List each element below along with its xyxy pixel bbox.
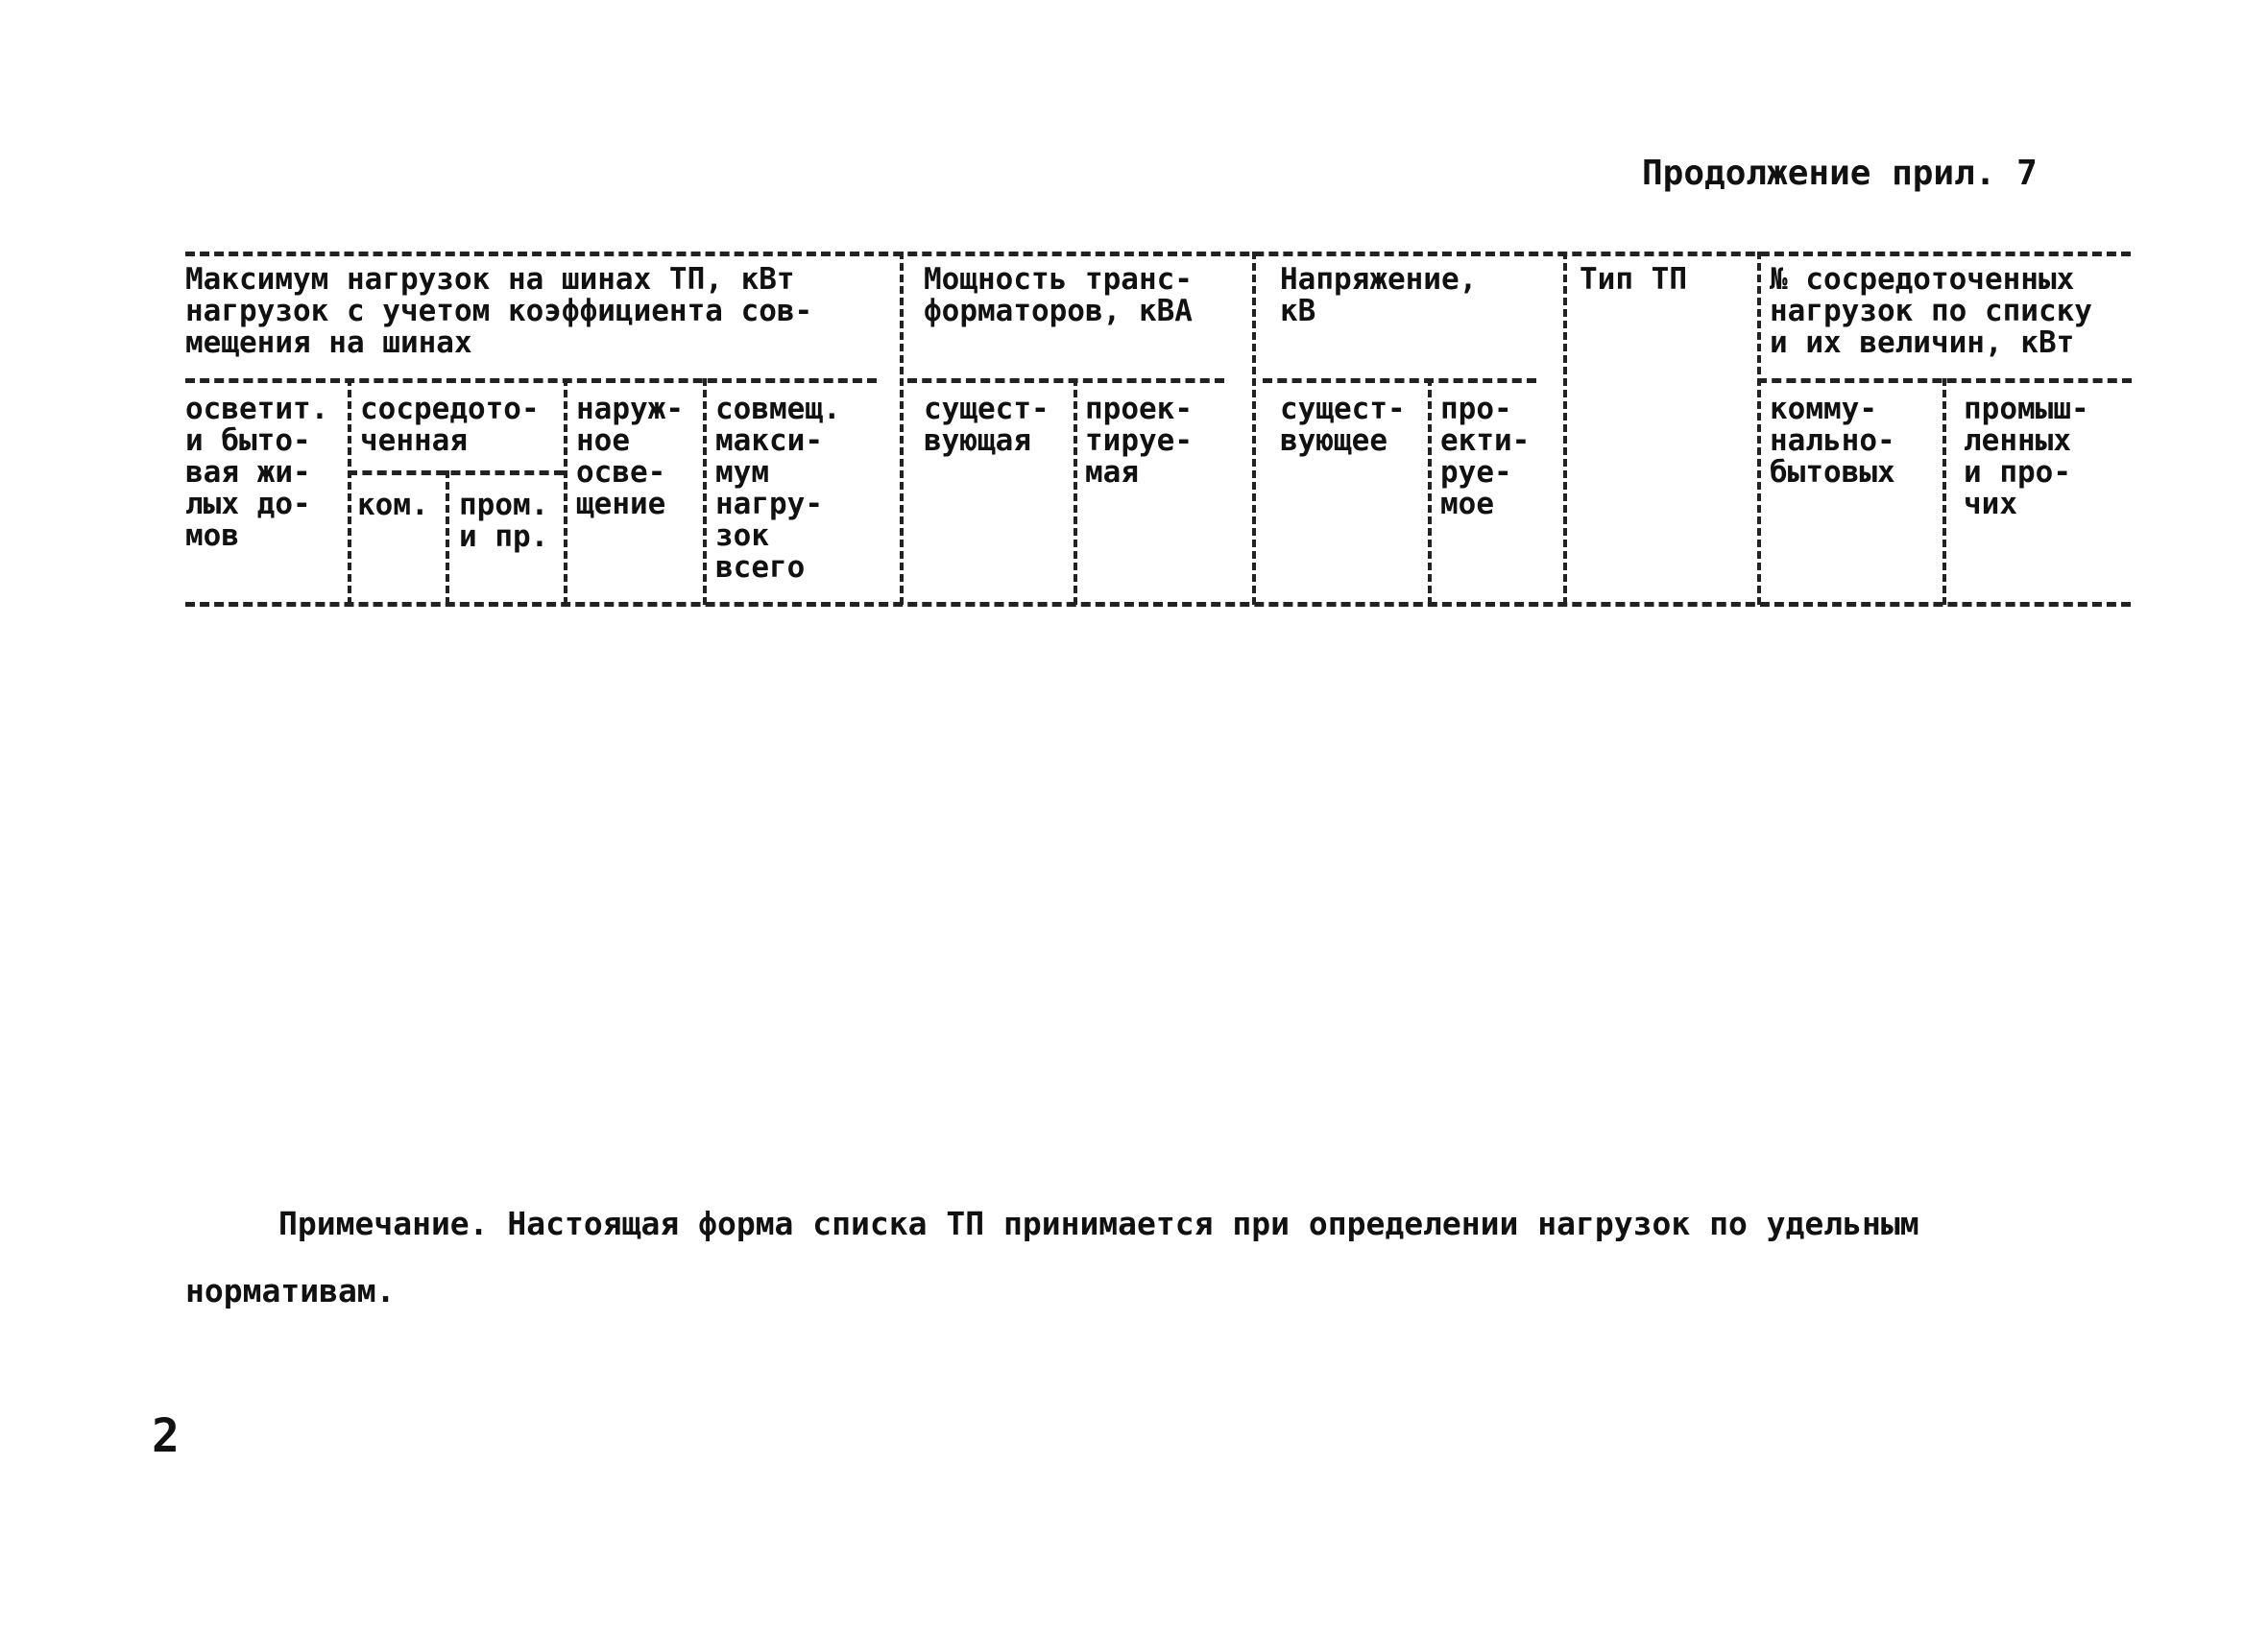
vline-concentrated bbox=[564, 378, 567, 605]
rule-under-concentrated-sub bbox=[348, 470, 564, 475]
rule-under-voltage bbox=[1263, 378, 1536, 383]
subheader-voltage-existing: сущест- вующее bbox=[1280, 392, 1406, 458]
subheader-industrial-other: пром. и пр. bbox=[459, 488, 549, 554]
vline-com bbox=[446, 470, 449, 605]
header-tp-type: Тип ТП bbox=[1580, 262, 1687, 297]
vline-lighting bbox=[348, 378, 351, 605]
subheader-lighting-residential: осветит. и быто- вая жи- лых до- мов bbox=[185, 392, 329, 553]
table-top-rule bbox=[185, 252, 2131, 256]
vline-after-max-load bbox=[900, 252, 904, 605]
subheader-combined-max: совмещ. макси- мум нагру- зок всего bbox=[715, 392, 841, 585]
subheader-concentrated: сосредото- ченная bbox=[360, 392, 540, 458]
subheader-communal-household: комму- нально- бытовых bbox=[1770, 392, 1895, 490]
vline-voltage-sub bbox=[1428, 378, 1432, 605]
header-voltage: Напряжение, кВ bbox=[1280, 262, 1478, 328]
subheader-industrial: промыш- ленных и про- чих bbox=[1964, 392, 2089, 521]
header-concentrated-loads: № сосредоточенных нагрузок по списку и их величин, кВт bbox=[1770, 262, 2092, 360]
rule-under-power bbox=[907, 378, 1224, 383]
subheader-power-existing: сущест- вующая bbox=[924, 392, 1050, 458]
subheader-communal: ком. bbox=[357, 488, 429, 522]
vline-after-type bbox=[1757, 252, 1761, 605]
header-transformer-power: Мощность транс- форматоров, кВА bbox=[924, 262, 1193, 328]
vline-after-power bbox=[1252, 252, 1256, 605]
note-line-2: нормативам. bbox=[185, 1272, 396, 1309]
note-line-1: Примечание. Настоящая форма списка ТП принимается при определении нагрузок по удельным bbox=[278, 1205, 1919, 1242]
vline-concentrated-sub bbox=[1942, 378, 1946, 605]
header-max-load: Максимум нагрузок на шинах ТП, кВт нагрузок с учетом коэффициента сов- мещения на шинах bbox=[185, 262, 813, 360]
page-number: 2 bbox=[152, 1409, 180, 1463]
vline-after-voltage bbox=[1563, 252, 1567, 605]
table-bottom-rule bbox=[185, 602, 2131, 607]
continuation-heading: Продолжение прил. 7 bbox=[1642, 154, 2038, 193]
vline-outdoor bbox=[703, 378, 707, 605]
rule-under-max-load bbox=[185, 378, 877, 383]
vline-power-sub bbox=[1074, 378, 1077, 605]
subheader-outdoor-lighting: наруж- ное осве- щение bbox=[576, 392, 684, 521]
subheader-voltage-designed: про- екти- руе- мое bbox=[1440, 392, 1531, 521]
subheader-power-designed: проек- тируе- мая bbox=[1085, 392, 1193, 490]
